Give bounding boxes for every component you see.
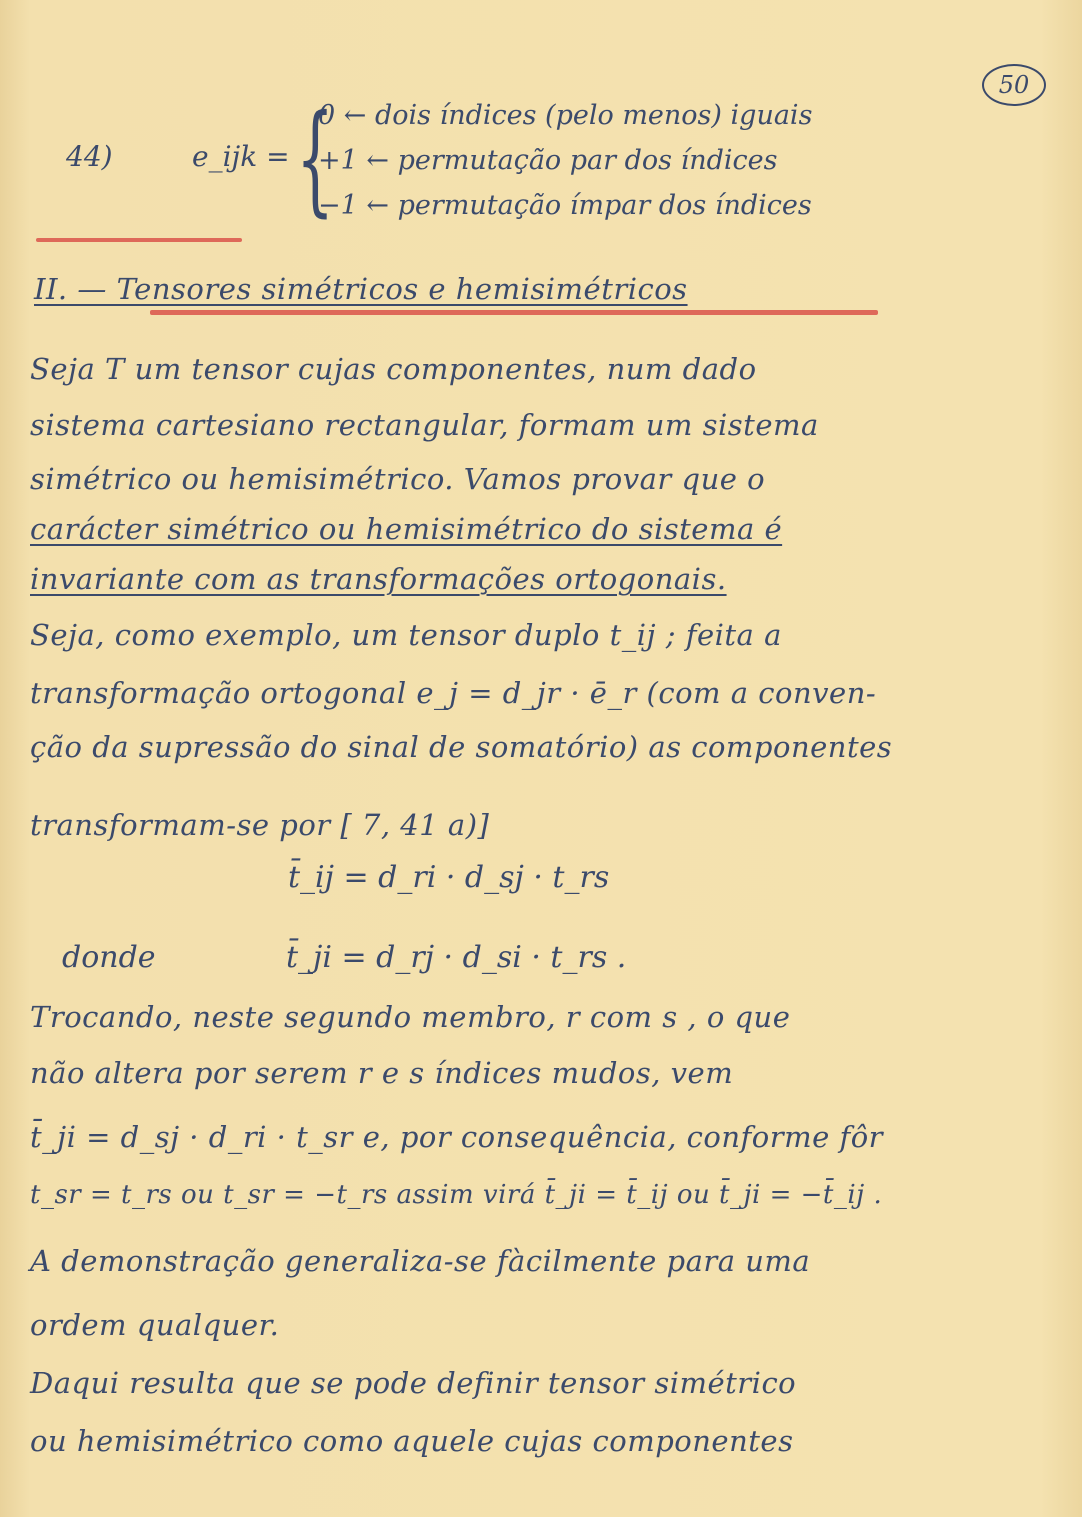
text-line-4: carácter simétrico ou hemisimétrico do sistema é	[30, 512, 783, 546]
page-number: 50	[982, 64, 1046, 106]
formula-t-ij: t̄_ij = d_ri · d_sj · t_rs	[288, 860, 610, 895]
text-line-17: ou hemisimétrico como aquele cujas componentes	[30, 1424, 794, 1458]
equation-lhs: e_ijk =	[192, 140, 290, 173]
text-line-7: transformação ortogonal e_j = d_jr · ē_r (com a conven-	[30, 676, 877, 710]
text-line-2: sistema cartesiano rectangular, formam um sistema	[30, 408, 819, 442]
text-line-3: simétrico ou hemisimétrico. Vamos provar que o	[30, 462, 766, 496]
text-line-5: invariante com as transformações ortogonais.	[30, 562, 727, 596]
text-line-15: ordem qualquer.	[30, 1308, 280, 1342]
text-line-12: t̄_ji = d_sj · d_ri · t_sr e, por consequência, conforme fôr	[30, 1120, 884, 1154]
text-line-8: ção da supressão do sinal de somatório) as componentes	[30, 730, 893, 764]
text-line-14: A demonstração generaliza-se fàcilmente para uma	[30, 1244, 811, 1278]
text-line-10: Trocando, neste segundo membro, r com s , o que	[30, 1000, 791, 1034]
equation-case-even: +1 ← permutação par dos índices	[318, 145, 778, 176]
text-line-16: Daqui resulta que se pode definir tensor simétrico	[30, 1366, 797, 1400]
red-divider	[36, 238, 242, 242]
text-line-13: t_sr = t_rs ou t_sr = −t_rs assim virá t̄_ji = t̄_ij ou t̄_ji = −t̄_ij .	[30, 1180, 883, 1210]
section-title: II. — Tensores simétricos e hemisimétricos	[34, 272, 688, 306]
text-line-11: não altera por serem r e s índices mudos, vem	[30, 1056, 734, 1090]
text-line-1: Seja T um tensor cujas componentes, num dado	[30, 352, 757, 386]
formula-t-ji: t̄_ji = d_rj · d_si · t_rs .	[286, 940, 627, 975]
donde-label: donde	[62, 940, 156, 975]
text-line-9: transformam-se por [ 7, 41 a)]	[30, 808, 490, 842]
equation-case-odd: −1 ← permutação ímpar dos índices	[318, 190, 812, 221]
equation-label: 44)	[66, 140, 113, 173]
text-line-6: Seja, como exemplo, um tensor duplo t_ij ; feita a	[30, 618, 782, 652]
red-title-underline	[150, 310, 878, 315]
equation-case-zero: 0 ← dois índices (pelo menos) iguais	[318, 100, 813, 131]
curly-brace-icon: {	[296, 90, 335, 229]
